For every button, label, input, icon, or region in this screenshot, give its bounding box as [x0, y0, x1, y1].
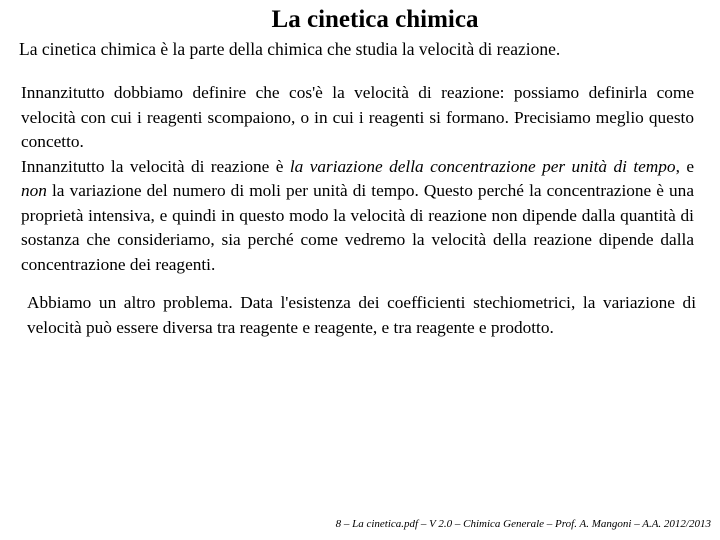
intro-text: La cinetica chimica è la parte della chimica che studia la velocità di reazione.	[19, 39, 561, 59]
paragraph-velocity-part2: , e	[675, 156, 694, 176]
page-footer: 8 – La cinetica.pdf – V 2.0 – Chimica Generale – Prof. A. Mangoni – A.A. 2012/2013	[335, 518, 711, 530]
paragraph-problem: Abbiamo un altro problema. Data l'esistenza dei coefficienti stechiometrici, la variazione di velocità può essere diversa tra reagente e reagente, e tra reagente e prodotto.	[27, 293, 696, 337]
paragraph-velocity	[21, 155, 694, 278]
page-title: La cinetica chimica	[271, 6, 479, 33]
emphasis-non: non	[21, 181, 47, 200]
paragraph-velocity-part3: la variazione del numero di moli per unità di tempo. Questo perché la concentrazione è una proprietà intensiva, e quindi in questo modo la velocità di reazione non dipende dalla quantità di sostanza che consideriamo, sia perché come vedremo la velocità della reazione dipende dalla concentrazione dei reagenti.	[21, 181, 694, 274]
emphasis-concentration: la variazione della concentrazione per unità di tempo	[289, 156, 676, 176]
paragraph-definition: Innanzitutto dobbiamo definire che cos'è la velocità di reazione: possiamo definirla come velocità con cui i reagenti scompaiono, o in cui i reagenti si formano. Precisiamo meglio questo concetto.	[21, 83, 694, 151]
main-text-block	[21, 81, 694, 277]
paragraph-velocity-part1: Innanzitutto la velocità di reazione è	[21, 156, 290, 176]
